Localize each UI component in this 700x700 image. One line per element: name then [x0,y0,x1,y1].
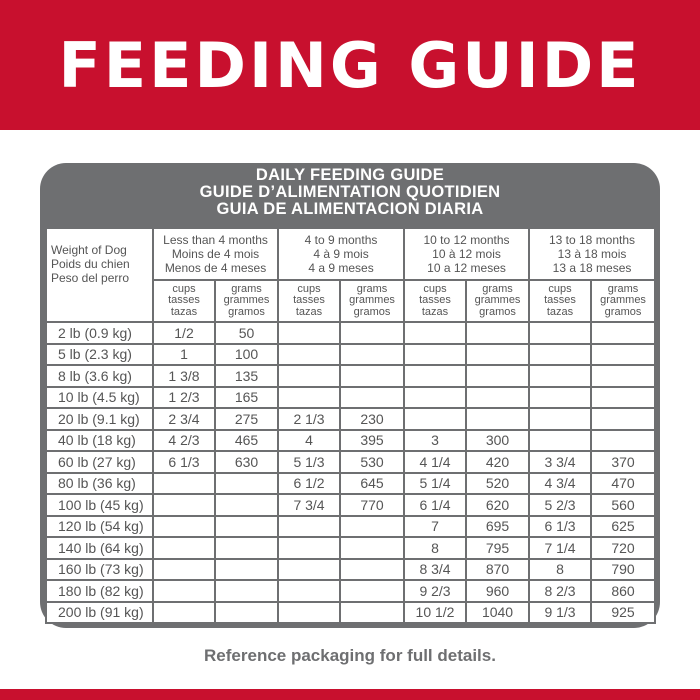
grams-cell [340,365,404,387]
cups-cell [404,365,466,387]
grams-cell: 645 [340,473,404,495]
weight-cell: 40 lb (18 kg) [46,430,153,452]
card-title-fr: GUIDE D’ALIMENTATION QUOTIDIEN [199,183,501,201]
cups-cell [404,387,466,409]
cups-cell [529,430,591,452]
grams-cell [591,344,655,366]
cups-cell [529,344,591,366]
cups-cell [404,408,466,430]
grams-cell: 620 [466,494,529,516]
header-banner [0,0,700,130]
table-row [46,516,655,538]
cups-cell: 4 3/4 [529,473,591,495]
cups-cell: 7 1/4 [529,537,591,559]
cups-cell [404,344,466,366]
cups-cell [153,473,215,495]
cups-cell: 4 1/4 [404,451,466,473]
cups-cell: 8 [529,559,591,581]
cups-cell: 3 [404,430,466,452]
cups-cell [278,365,340,387]
table-row [46,537,655,559]
grams-cell: 470 [591,473,655,495]
cups-cell [153,602,215,624]
grams-cell [340,322,404,344]
weight-cell: 60 lb (27 kg) [46,451,153,473]
grams-cell [591,365,655,387]
grams-cell: 370 [591,451,655,473]
cups-cell: 5 1/3 [278,451,340,473]
cups-cell: 2 1/3 [278,408,340,430]
grams-cell [215,580,278,602]
table-row [46,473,655,495]
grams-cell [591,408,655,430]
card-title-en: DAILY FEEDING GUIDE [255,166,445,184]
grams-cell: 420 [466,451,529,473]
cups-cell [529,387,591,409]
table-row [46,430,655,452]
cups-cell: 9 1/3 [529,602,591,624]
page-title: FEEDING GUIDE [58,28,642,102]
grams-cell [215,473,278,495]
cups-cell [278,580,340,602]
cups-cell [278,516,340,538]
feeding-table [45,227,656,624]
grams-cell: 625 [591,516,655,538]
cups-cell: 7 3/4 [278,494,340,516]
weight-cell: 100 lb (45 kg) [46,494,153,516]
table-row [46,494,655,516]
grams-cell: 50 [215,322,278,344]
weight-cell: 160 lb (73 kg) [46,559,153,581]
cups-cell: 1 2/3 [153,387,215,409]
weight-cell: 2 lb (0.9 kg) [46,322,153,344]
cups-cell: 8 3/4 [404,559,466,581]
weight-cell: 200 lb (91 kg) [46,602,153,624]
grams-cell [591,430,655,452]
grams-unit-header: grams grammes gramos [215,280,278,322]
weight-cell: 20 lb (9.1 kg) [46,408,153,430]
table-row [46,580,655,602]
cups-cell [153,580,215,602]
footer-note: Reference packaging for full details. [204,646,496,665]
cups-cell: 8 2/3 [529,580,591,602]
grams-cell: 770 [340,494,404,516]
cups-cell: 1/2 [153,322,215,344]
grams-cell [340,537,404,559]
grams-cell: 300 [466,430,529,452]
table-row [46,408,655,430]
weight-cell: 8 lb (3.6 kg) [46,365,153,387]
cups-cell [529,408,591,430]
grams-cell: 465 [215,430,278,452]
grams-cell: 870 [466,559,529,581]
grams-cell: 230 [340,408,404,430]
grams-cell: 1040 [466,602,529,624]
cups-cell [153,537,215,559]
cups-unit-header: cups tasses tazas [404,280,466,322]
grams-cell [340,559,404,581]
age-group-header: 4 to 9 months 4 à 9 mois 4 a 9 meses [278,228,404,280]
grams-cell [466,344,529,366]
grams-cell: 520 [466,473,529,495]
table-row [46,322,655,344]
cups-unit-header: cups tasses tazas [529,280,591,322]
weight-cell: 180 lb (82 kg) [46,580,153,602]
cups-cell [153,494,215,516]
cups-cell: 1 [153,344,215,366]
grams-cell [340,602,404,624]
grams-cell: 860 [591,580,655,602]
table-row [46,387,655,409]
cups-cell: 9 2/3 [404,580,466,602]
grams-cell [591,387,655,409]
grams-cell: 275 [215,408,278,430]
age-range-header-row [46,228,655,280]
cups-cell [278,322,340,344]
cups-cell: 6 1/3 [529,516,591,538]
grams-unit-header: grams grammes gramos [466,280,529,322]
grams-cell [340,580,404,602]
weight-cell: 140 lb (64 kg) [46,537,153,559]
cups-cell: 10 1/2 [404,602,466,624]
cups-cell: 6 1/4 [404,494,466,516]
grams-cell: 795 [466,537,529,559]
grams-cell [215,516,278,538]
grams-cell [215,494,278,516]
age-group-header: 10 to 12 months 10 à 12 mois 10 a 12 meses [404,228,529,280]
grams-cell [215,559,278,581]
grams-cell: 960 [466,580,529,602]
weight-cell: 80 lb (36 kg) [46,473,153,495]
cups-cell [278,602,340,624]
grams-cell [340,344,404,366]
cups-cell: 6 1/2 [278,473,340,495]
grams-cell: 135 [215,365,278,387]
weight-cell: 10 lb (4.5 kg) [46,387,153,409]
cups-cell: 3 3/4 [529,451,591,473]
grams-cell [466,365,529,387]
cups-unit-header: cups tasses tazas [153,280,215,322]
grams-cell [215,537,278,559]
grams-cell [215,602,278,624]
cups-cell [529,322,591,344]
grams-cell: 630 [215,451,278,473]
weight-cell: 5 lb (2.3 kg) [46,344,153,366]
cups-cell [278,559,340,581]
feeding-table-body [46,322,655,623]
weight-cell: 120 lb (54 kg) [46,516,153,538]
table-row [46,559,655,581]
grams-cell [466,387,529,409]
cups-cell: 2 3/4 [153,408,215,430]
cups-cell: 5 2/3 [529,494,591,516]
grams-cell: 925 [591,602,655,624]
table-row [46,602,655,624]
cups-cell: 4 2/3 [153,430,215,452]
grams-cell: 695 [466,516,529,538]
grams-cell: 560 [591,494,655,516]
cups-cell [278,344,340,366]
grams-cell: 720 [591,537,655,559]
grams-cell [591,322,655,344]
cups-cell: 7 [404,516,466,538]
card-title-es: GUIA DE ALIMENTACION DIARIA [216,200,484,218]
cups-cell: 4 [278,430,340,452]
cups-cell: 6 1/3 [153,451,215,473]
grams-cell: 100 [215,344,278,366]
table-row [46,344,655,366]
age-group-header: 13 to 18 months 13 à 18 mois 13 a 18 meses [529,228,655,280]
cups-cell [529,365,591,387]
cups-cell: 1 3/8 [153,365,215,387]
grams-cell [466,322,529,344]
grams-cell [340,516,404,538]
grams-cell [340,387,404,409]
grams-cell [466,408,529,430]
cups-unit-header: cups tasses tazas [278,280,340,322]
age-group-header: Less than 4 months Moins de 4 mois Menos de 4 meses [153,228,278,280]
grams-cell: 395 [340,430,404,452]
grams-cell: 790 [591,559,655,581]
table-row [46,451,655,473]
card-title [40,167,660,218]
grams-cell: 530 [340,451,404,473]
grams-cell: 165 [215,387,278,409]
cups-cell: 5 1/4 [404,473,466,495]
cups-cell [404,322,466,344]
weight-header: Weight of Dog Poids du chien Peso del perro [46,228,153,322]
cups-cell [153,516,215,538]
cups-cell [278,537,340,559]
table-row [46,365,655,387]
cups-cell [278,387,340,409]
cups-cell [153,559,215,581]
bottom-brand-bar [0,689,700,700]
cups-cell: 8 [404,537,466,559]
grams-unit-header: grams grammes gramos [591,280,655,322]
grams-unit-header: grams grammes gramos [340,280,404,322]
